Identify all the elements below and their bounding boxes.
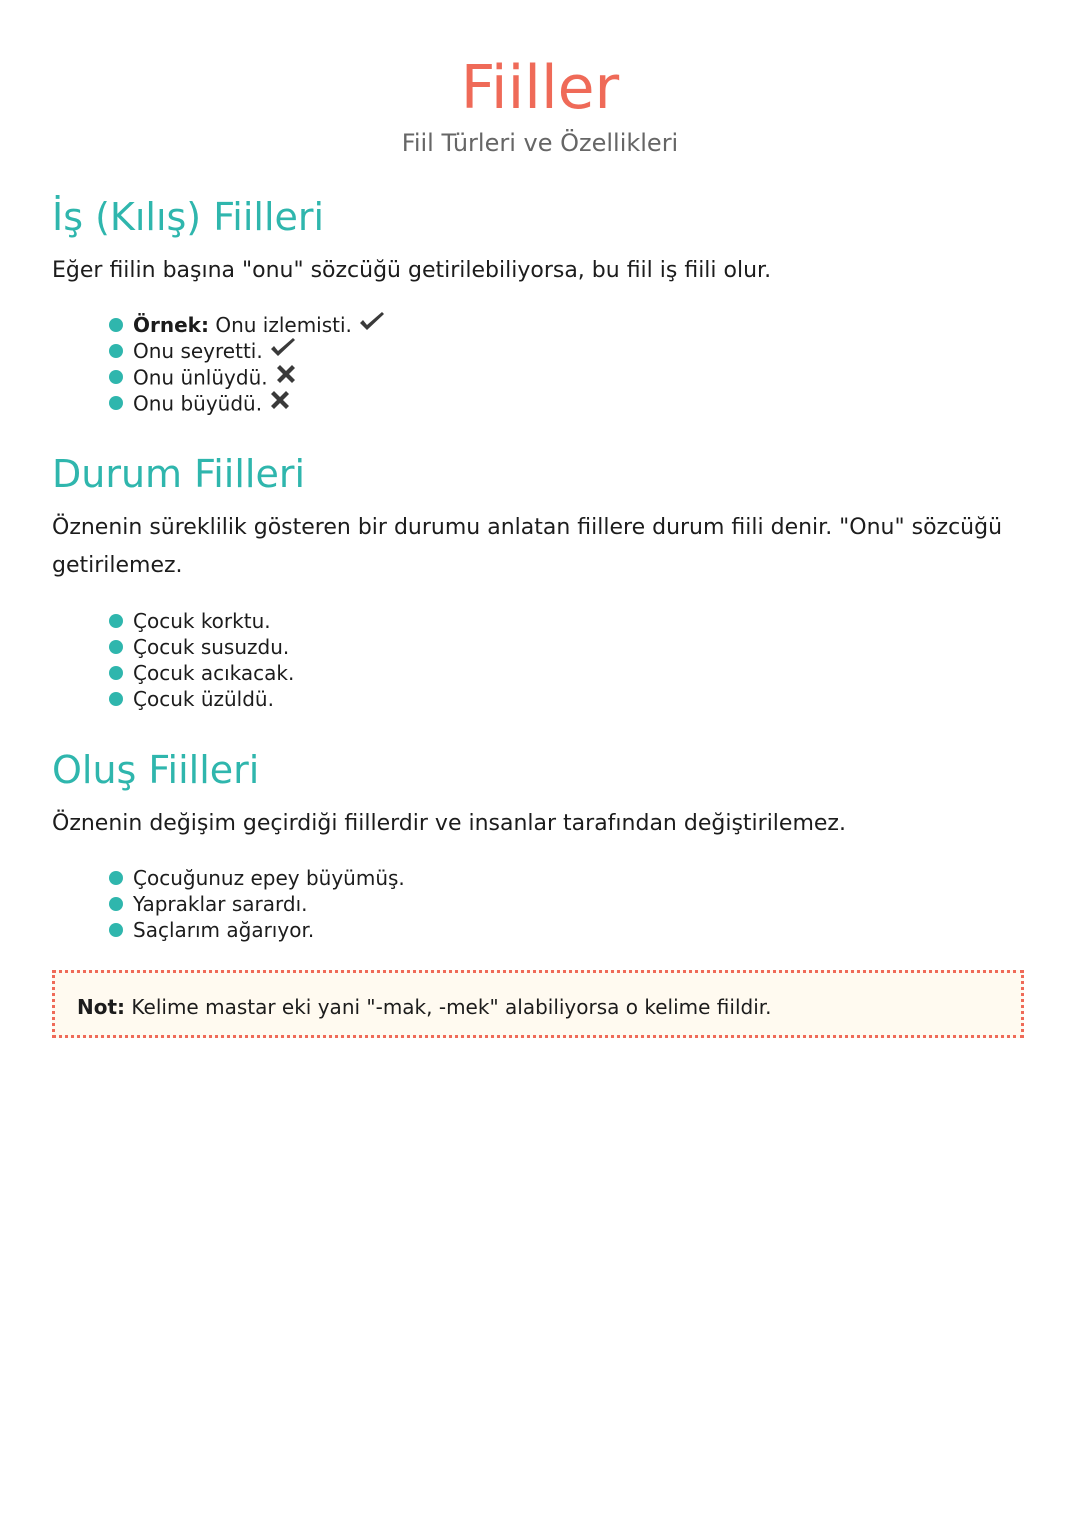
section-heading-durum-fiilleri: Durum Fiilleri <box>52 452 306 496</box>
bullet-icon <box>109 897 123 911</box>
example-list-olus-fiilleri <box>108 865 405 943</box>
list-item <box>108 917 405 943</box>
list-item-text: Çocuk susuzdu. <box>133 635 290 659</box>
section-paragraph-durum-fiilleri: Öznenin süreklilik gösteren bir durumu anlatan fiillere durum fiili denir. "Onu" sözcüğü getirilemez. <box>52 515 1003 578</box>
bullet-icon <box>109 344 123 358</box>
section-heading-olus-fiilleri: Oluş Fiilleri <box>52 748 260 792</box>
section-paragraph-is-fiilleri: Eğer fiilin başına "onu" sözcüğü getirilebiliyorsa, bu fiil iş fiili olur. <box>52 258 772 283</box>
list-item-text: Çocuk üzüldü. <box>133 687 274 711</box>
list-item-text: Onu büyüdü. <box>133 391 263 416</box>
list-item <box>108 312 386 338</box>
bullet-icon <box>109 692 123 706</box>
list-item <box>108 390 386 416</box>
page-title: Fiiller <box>460 53 620 123</box>
example-label: Örnek: <box>133 313 209 337</box>
list-item-text: Çocuğunuz epey büyümüş. <box>133 866 405 890</box>
cross-icon <box>268 388 292 418</box>
check-icon <box>358 311 386 339</box>
list-item-text: Saçlarım ağarıyor. <box>133 918 315 942</box>
check-icon <box>269 337 297 365</box>
list-item <box>108 364 386 390</box>
list-item <box>108 865 405 891</box>
list-item-text: Onu seyretti. <box>133 339 263 363</box>
bullet-icon <box>109 318 123 332</box>
list-item-text: Çocuk korktu. <box>133 609 271 633</box>
bullet-icon <box>109 923 123 937</box>
note-label: Not: <box>77 995 126 1019</box>
section-paragraph-olus-fiilleri: Öznenin değişim geçirdiği fiillerdir ve insanlar tarafından değiştirilemez. <box>52 811 846 836</box>
list-item-text: Çocuk acıkacak. <box>133 661 295 685</box>
page-subtitle: Fiil Türleri ve Özellikleri <box>401 129 679 157</box>
note-text: Kelime mastar eki yani "-mak, -mek" alabiliyorsa o kelime fiildir. <box>131 995 772 1019</box>
list-item <box>108 634 294 660</box>
list-item-text: Onu izlemisti. <box>215 313 352 337</box>
bullet-icon <box>109 396 123 410</box>
list-item-text: Yapraklar sarardı. <box>133 892 308 916</box>
list-item <box>108 608 294 634</box>
list-item <box>108 891 405 917</box>
list-item <box>108 686 294 712</box>
bullet-icon <box>109 666 123 680</box>
example-list-is-fiilleri <box>108 312 386 416</box>
bullet-icon <box>109 614 123 628</box>
bullet-icon <box>109 640 123 654</box>
list-item <box>108 338 386 364</box>
example-list-durum-fiilleri <box>108 608 294 712</box>
bullet-icon <box>109 871 123 885</box>
list-item-text: Onu ünlüydü. <box>133 365 268 390</box>
list-item <box>108 660 294 686</box>
note-box <box>52 970 1024 1038</box>
section-heading-is-fiilleri: İş (Kılış) Fiilleri <box>52 195 325 239</box>
bullet-icon <box>109 370 123 384</box>
